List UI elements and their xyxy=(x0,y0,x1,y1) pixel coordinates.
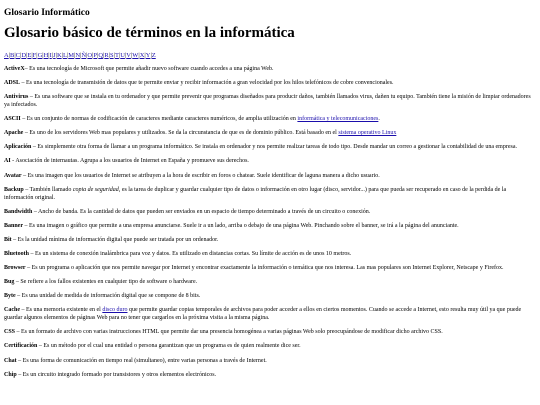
glossary-definition: – También llamado xyxy=(23,186,73,193)
glossary-entry xyxy=(4,130,536,138)
glossary-term: ActiveX xyxy=(4,66,25,72)
letter-separator: | xyxy=(36,52,38,59)
glossary-definition: – Es un programa o aplicación que nos permite navegar por Internet y encontrar exactamente la información o temática que nos interesa. Las mas populares son Internet Explorer, Netscape y Firefox. xyxy=(25,265,504,272)
glossary-definition: – Es una software que se instala en tu ordenador y que permite prevenir que programas diseñados para producir daños, también llamados virus, dañen tu equipo. También tiene la misión de limpiar ordenadores ya infectados. xyxy=(4,94,531,109)
letter-link-h[interactable]: H xyxy=(43,52,49,59)
glossary-definition: – Es una forma de comunicación en tiempo real (simultaneo), entre varias personas a través de Internet. xyxy=(16,357,267,364)
glossary-entry xyxy=(4,144,536,152)
glossary-definition: – Es una imagen o gráfico que permite a una empresa anunciarse. Suele ir a un lado, arriba o debajo de una página Web. Pinchando sobre el banner, se irá a la página del anunciante. xyxy=(23,222,459,229)
letter-separator: | xyxy=(124,52,127,59)
letter-link-m[interactable]: M xyxy=(68,52,75,59)
glossary-definition: – Es la unidad mínima de información digital que puede ser tratada por un ordenador. xyxy=(11,236,219,243)
glossary-entry xyxy=(4,187,536,203)
letter-separator: | xyxy=(8,52,11,59)
letter-link-f[interactable]: F xyxy=(32,52,37,59)
glossary-entry xyxy=(4,343,536,351)
glossary-definition: – Se refiere a los fallos existentes en cualquier tipo de software o hardware. xyxy=(14,279,198,286)
glossary-term: Bug xyxy=(4,279,15,286)
letter-separator: | xyxy=(61,52,63,59)
letter-link-j[interactable]: J xyxy=(53,52,56,59)
glossary-definition: – Es un formato de archivo con varias instrucciones HTML que permite dar una presencia homogénea a varias páginas Web solo preocupándose de modificar dicho archivo CSS. xyxy=(15,329,443,336)
glossary-term: Certificación xyxy=(4,343,38,350)
letter-separator: | xyxy=(26,52,28,59)
letter-separator: | xyxy=(86,52,88,59)
letter-separator: | xyxy=(108,52,110,59)
letter-separator: | xyxy=(97,52,99,59)
definition-link[interactable]: disco duro xyxy=(102,307,128,314)
letter-separator: | xyxy=(118,52,121,59)
alphabet-index xyxy=(4,51,536,60)
letter-link-q[interactable]: Q xyxy=(98,52,104,59)
glossary-term: Avatar xyxy=(4,172,22,179)
glossary-term: ASCII xyxy=(4,116,21,123)
glossary-definition: – Es una tecnología de Microsoft que permite añadir nuevo software cuando accedes a una página Web. xyxy=(24,66,274,72)
glossary-definition: - Asociación de internautas. Agrupa a los usuarios de Internet en España y promueve sus derechos. xyxy=(10,158,249,165)
letter-link-r[interactable]: R xyxy=(104,52,109,59)
glossary-entry xyxy=(4,237,536,245)
letter-link-n[interactable]: N xyxy=(75,52,81,59)
glossary-definition: – Es una imagen que los usuarios de Internet se atribuyen a la hora de escribir en foros o chatear. Suele identificar de laguna manera a dicho usuario. xyxy=(21,172,380,179)
letter-separator: | xyxy=(113,52,115,59)
letter-separator: | xyxy=(20,52,22,59)
letter-link-e[interactable]: E xyxy=(27,52,32,59)
glossary-definition: – Es un circuito integrado formado por transistores y otros elementos electrónicos. xyxy=(16,371,217,378)
glossary-list xyxy=(4,66,536,380)
letter-separator: | xyxy=(80,52,82,59)
letter-link-c[interactable]: C xyxy=(15,52,21,59)
glossary-entry xyxy=(4,265,536,273)
definition-link[interactable]: sistema operativo Linux xyxy=(338,130,397,137)
letter-separator: | xyxy=(130,52,133,59)
glossary-definition: – Ancho de banda. Es la cantidad de datos que pueden ser enviados en un espacio de tiempo determinado a través de un circuito o conexión. xyxy=(32,208,371,215)
letter-link-z[interactable]: Z xyxy=(151,52,156,59)
glossary-definition: – Es un conjunto de normas de codificación de caracteres mediante caracteres numéricos, de amplia utilización en xyxy=(20,116,298,123)
glossary-definition: – Es uno de los servidores Web mas populares y utilizados. Se da la circunstancia de que es de dominio público. Está basado en el xyxy=(23,130,339,137)
glossary-entry xyxy=(4,251,536,259)
glossary-entry xyxy=(4,209,536,217)
glossary-entry xyxy=(4,307,536,323)
letter-separator: | xyxy=(14,52,16,59)
letter-link-y[interactable]: Y xyxy=(145,52,151,59)
letter-link-w[interactable]: W xyxy=(132,52,139,59)
glossary-definition: que permite guardar copias temporales de archivos para poder acceder a ellos en ciertos momentos. Cuando se accede a Internet, esto resulta muy útil ya que puede guardar algunos elementos de páginas Web para no tener que cargarlos en la próxima visita a la misma página. xyxy=(4,307,522,322)
glossary-term: AI xyxy=(4,158,11,165)
letter-link-t[interactable]: T xyxy=(114,52,119,59)
glossary-term: Chip xyxy=(4,371,17,378)
glossary-term: Banner xyxy=(4,222,24,229)
letter-separator: | xyxy=(92,52,94,59)
glossary-term: Aplicación xyxy=(4,144,32,151)
letter-link-k[interactable]: K xyxy=(56,52,62,59)
letter-separator: | xyxy=(74,52,76,59)
glossary-entry xyxy=(4,116,536,124)
glossary-entry xyxy=(4,158,536,166)
glossary-term: Antivirus xyxy=(4,94,29,101)
letter-link-g[interactable]: G xyxy=(37,52,43,59)
glossary-term: Apache xyxy=(4,130,24,137)
letter-link-d[interactable]: D xyxy=(21,52,27,59)
letter-separator: | xyxy=(150,52,152,59)
letter-separator: | xyxy=(31,52,33,59)
letter-separator: | xyxy=(144,52,146,59)
letter-separator: | xyxy=(42,52,44,59)
letter-link-u[interactable]: U xyxy=(120,52,125,59)
glossary-term: Backup xyxy=(4,186,24,193)
glossary-term: Cache xyxy=(4,307,20,314)
glossary-definition: – Es una tecnología de transmisión de datos que te permite enviar y recibir información a gran velocidad por los hilos telefónicos de cobre convencionales. xyxy=(20,80,394,87)
glossary-term: Byte xyxy=(4,293,16,300)
letter-separator: | xyxy=(55,52,57,59)
letter-link-i[interactable]: I xyxy=(49,52,52,59)
letter-separator: | xyxy=(48,52,50,59)
letter-separator: | xyxy=(66,52,69,59)
glossary-definition: – Es simplemente otra forma de llamar a un programa informático. Se instala en ordenador y nos permite realizar tareas de todo tipo. Desde mandar un correo a gestionar la contabilidad de una empresa. xyxy=(31,144,517,151)
letter-link-x[interactable]: X xyxy=(139,52,145,59)
glossary-term: CSS xyxy=(4,329,16,336)
definition-emphasis: copia de seguridad xyxy=(72,186,119,193)
glossary-term: Bandwidth xyxy=(4,208,33,215)
site-title: Glosario Informático xyxy=(4,8,90,18)
letter-link-s[interactable]: S xyxy=(110,52,114,59)
letter-link-b[interactable]: B xyxy=(10,52,15,59)
glossary-entry xyxy=(4,279,536,287)
letter-link-l[interactable]: L xyxy=(62,52,67,59)
letter-link-v[interactable]: V xyxy=(126,52,131,59)
glossary-definition: . xyxy=(378,116,380,123)
glossary-definition: , es la tarea de duplicar y guardar cualquier tipo de datos o información en otro lugar (disco, servidor...) para que pueda ser recuperado en caso de la perdida de la información original. xyxy=(4,186,507,201)
page-title: Glosario básico de términos en la informática xyxy=(4,25,295,41)
letter-separator: | xyxy=(138,52,140,59)
glossary-entry xyxy=(4,293,536,301)
letter-link-o[interactable]: O xyxy=(87,52,93,59)
glossary-definition: – Es una unidad de medida de información digital que se compone de 8 bits. xyxy=(15,293,201,300)
glossary-entry xyxy=(4,372,536,380)
letter-link-p[interactable]: P xyxy=(93,52,98,59)
glossary-entry xyxy=(4,223,536,231)
glossary-term: Bit xyxy=(4,236,12,243)
glossary-entry xyxy=(4,329,536,337)
glossary-definition: – Es un sistema de conexión inalámbrica para voz y datos. Es utilizado en distancias cortas. Su límite de acción es de unos 10 metros. xyxy=(29,250,352,257)
glossary-term: ADSL xyxy=(4,80,21,87)
glossary-entry xyxy=(4,80,536,88)
letter-link-ñ[interactable]: Ñ xyxy=(81,52,87,59)
glossary-term: Chat xyxy=(4,357,17,364)
letter-separator: | xyxy=(103,52,105,59)
glossary-entry xyxy=(4,66,536,74)
letter-separator: | xyxy=(51,52,54,59)
glossary-definition: – Es una memoria existente en el xyxy=(20,307,103,314)
glossary-term: Browser xyxy=(4,265,26,272)
glossary-entry xyxy=(4,358,536,366)
glossary-entry xyxy=(4,94,536,110)
definition-link[interactable]: informática y telecomunicaciones xyxy=(297,116,379,123)
glossary-entry xyxy=(4,173,536,181)
letter-link-a[interactable]: A xyxy=(4,52,9,59)
glossary-term: Bluetooth xyxy=(4,250,30,257)
glossary-definition: – Es un método por el cual una entidad o persona garantizan que un programa es de quien realmente dice ser. xyxy=(37,343,301,350)
